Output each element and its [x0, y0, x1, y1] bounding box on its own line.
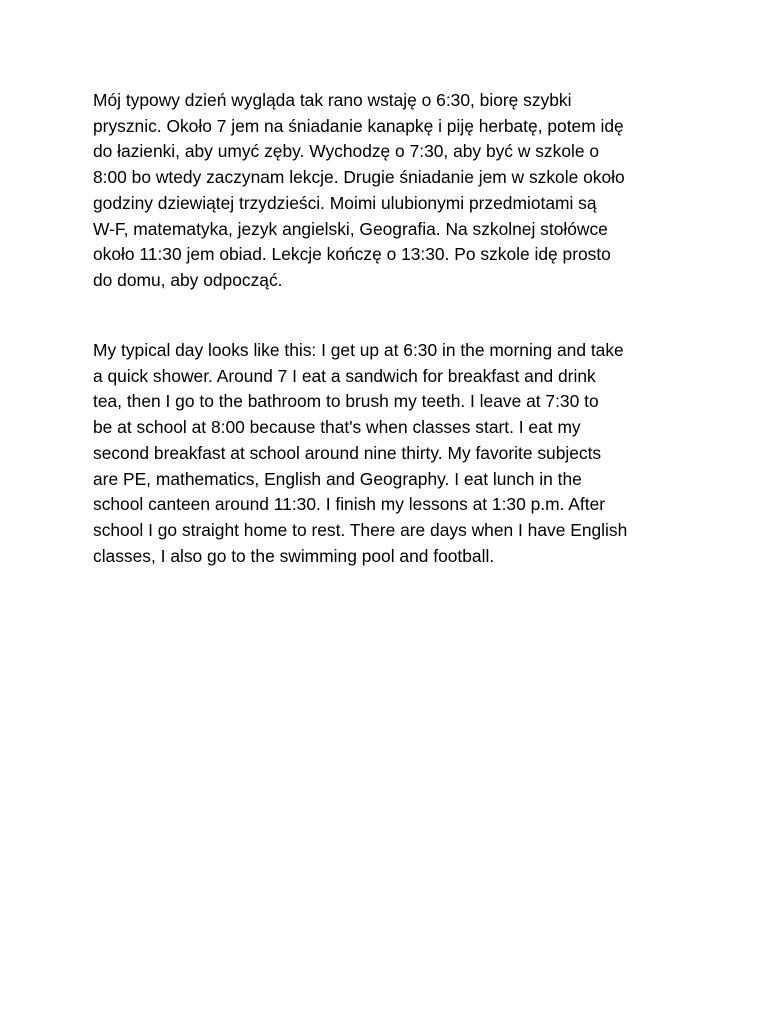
polish-paragraph: Mój typowy dzień wygląda tak rano wstaję o 6:30, biorę szybki prysznic. Około 7 jem na śniadanie kanapkę i piję herbatę, potem idę do łazienki, aby umyć zęby. Wychodzę o 7:30, aby być w szkole o 8:00 bo wtedy zaczynam lekcje. Drugie śniadanie jem w szkole około godziny dziewiątej trzydzieści. Moimi ulubionymi przedmiotami są W-F, matematyka, jezyk angielski, Geografia. Na szkolnej stołówce około 11:30 jem obiad. Lekcje kończę o 13:30. Po szkole idę prosto do domu, aby odpocząć. — [93, 90, 625, 290]
english-paragraph: My typical day looks like this: I get up at 6:30 in the morning and take a quick shower. Around 7 I eat a sandwich for breakfast and drink tea, then I go to the bathroom to brush my teeth. I leave at 7:30 to be at school at 8:00 because that's when classes start. I eat my second breakfast at school around nine thirty. My favorite subjects are PE, mathematics, English and Geography. I eat lunch in the school canteen around 11:30. I finish my lessons at 1:30 p.m. After school I go straight home to rest. There are days when I have English classes, I also go to the swimming pool and football. — [93, 340, 628, 566]
